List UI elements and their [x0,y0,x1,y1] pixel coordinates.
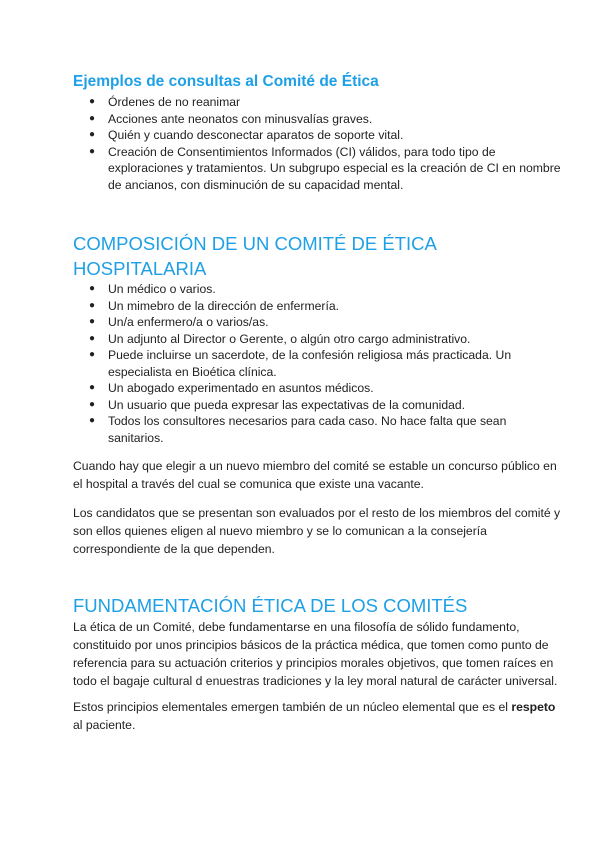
list-item: ● Creación de Consentimientos Informados (CI) válidos, para todo tipo de exploraciones y tratamientos. Un subgrupo especial es la creación de CI en nombre de ancianos, con disminución de su capacidad mental. [89,144,561,192]
composicion-list [73,281,563,446]
composicion-heading-line2: HOSPITALARIA [73,258,207,279]
list-item: ● Un usuario que pueda expresar las expectativas de la comunidad. [89,397,466,412]
bullet-icon: ● [89,415,96,426]
bullet-icon: ● [89,299,96,311]
bullet-icon: ● [89,349,96,360]
eleccion-paragraph: Cuando hay que elegir a un nuevo miembro del comité se estable un concurso público en el hospital a través del cual se comunica que existe una vacante. [73,459,557,491]
bullet-icon: ● [89,129,96,140]
respeto-paragraph: Estos principios elementales emergen también de un núcleo elemental que es el respeto al paciente. [73,700,556,732]
list-item: ● Un adjunto al Director o Gerente, o algún otro cargo administrativo. [89,331,471,346]
bullet-icon: ● [89,332,96,344]
list-item: ● Todos los consultores necesarios para cada caso. No hace falta que sean sanitarios. [89,414,507,445]
list-item: ● Puede incluirse un sacerdote, de la confesión religiosa más practicada. Un especialista en Bioética clínica. [89,348,512,379]
bullet-icon: ● [89,316,96,327]
list-item: ● Un médico o varios. [89,282,216,296]
list-item: ● Quién y cuando desconectar aparatos de soporte vital. [89,128,404,142]
bullet-icon: ● [89,96,96,107]
list-item: ● Un/a enfermero/a o varios/as. [89,315,269,329]
fundamentacion-paragraph: La ética de un Comité, debe fundamentarse en una filosofía de sólido fundamento, constituido por unos principios básicos de la práctica médica, que tomen como punto de referencia para su actuación criterios y principios morales objetivos, que tomen raíces en todo el bagaje cultural d enuestras tradiciones y la ley moral natural de carácter universal. [73,620,558,688]
bullet-icon: ● [89,145,96,157]
composicion-heading-line1: COMPOSICIÓN DE UN COMITÉ DE ÉTICA [73,233,437,254]
candidatos-paragraph: Los candidatos que se presentan son evaluados por el resto de los miembros del comité y son ellos quienes eligen al nuevo miembro y se lo comunican a la consejería correspondiente de la que dependen. [73,506,561,556]
bullet-icon: ● [89,382,96,393]
consultas-heading: Ejemplos de consultas al Comité de Ética [73,73,379,90]
list-item: ● Un mimebro de la dirección de enfermería. [89,298,339,313]
list-item: ● Un abogado experimentado en asuntos médicos. [89,381,374,395]
bullet-icon: ● [89,112,96,124]
consultas-list [73,94,563,193]
bullet-icon: ● [89,283,96,294]
bullet-icon: ● [89,398,96,410]
respeto-emphasis: respeto [511,700,556,714]
list-item: ● Órdenes de no reanimar [89,95,241,109]
fundamentacion-heading: FUNDAMENTACIÓN ÉTICA DE LOS COMITÉS [73,595,468,616]
list-item: ● Acciones ante neonatos con minusvalías graves. [89,111,373,126]
